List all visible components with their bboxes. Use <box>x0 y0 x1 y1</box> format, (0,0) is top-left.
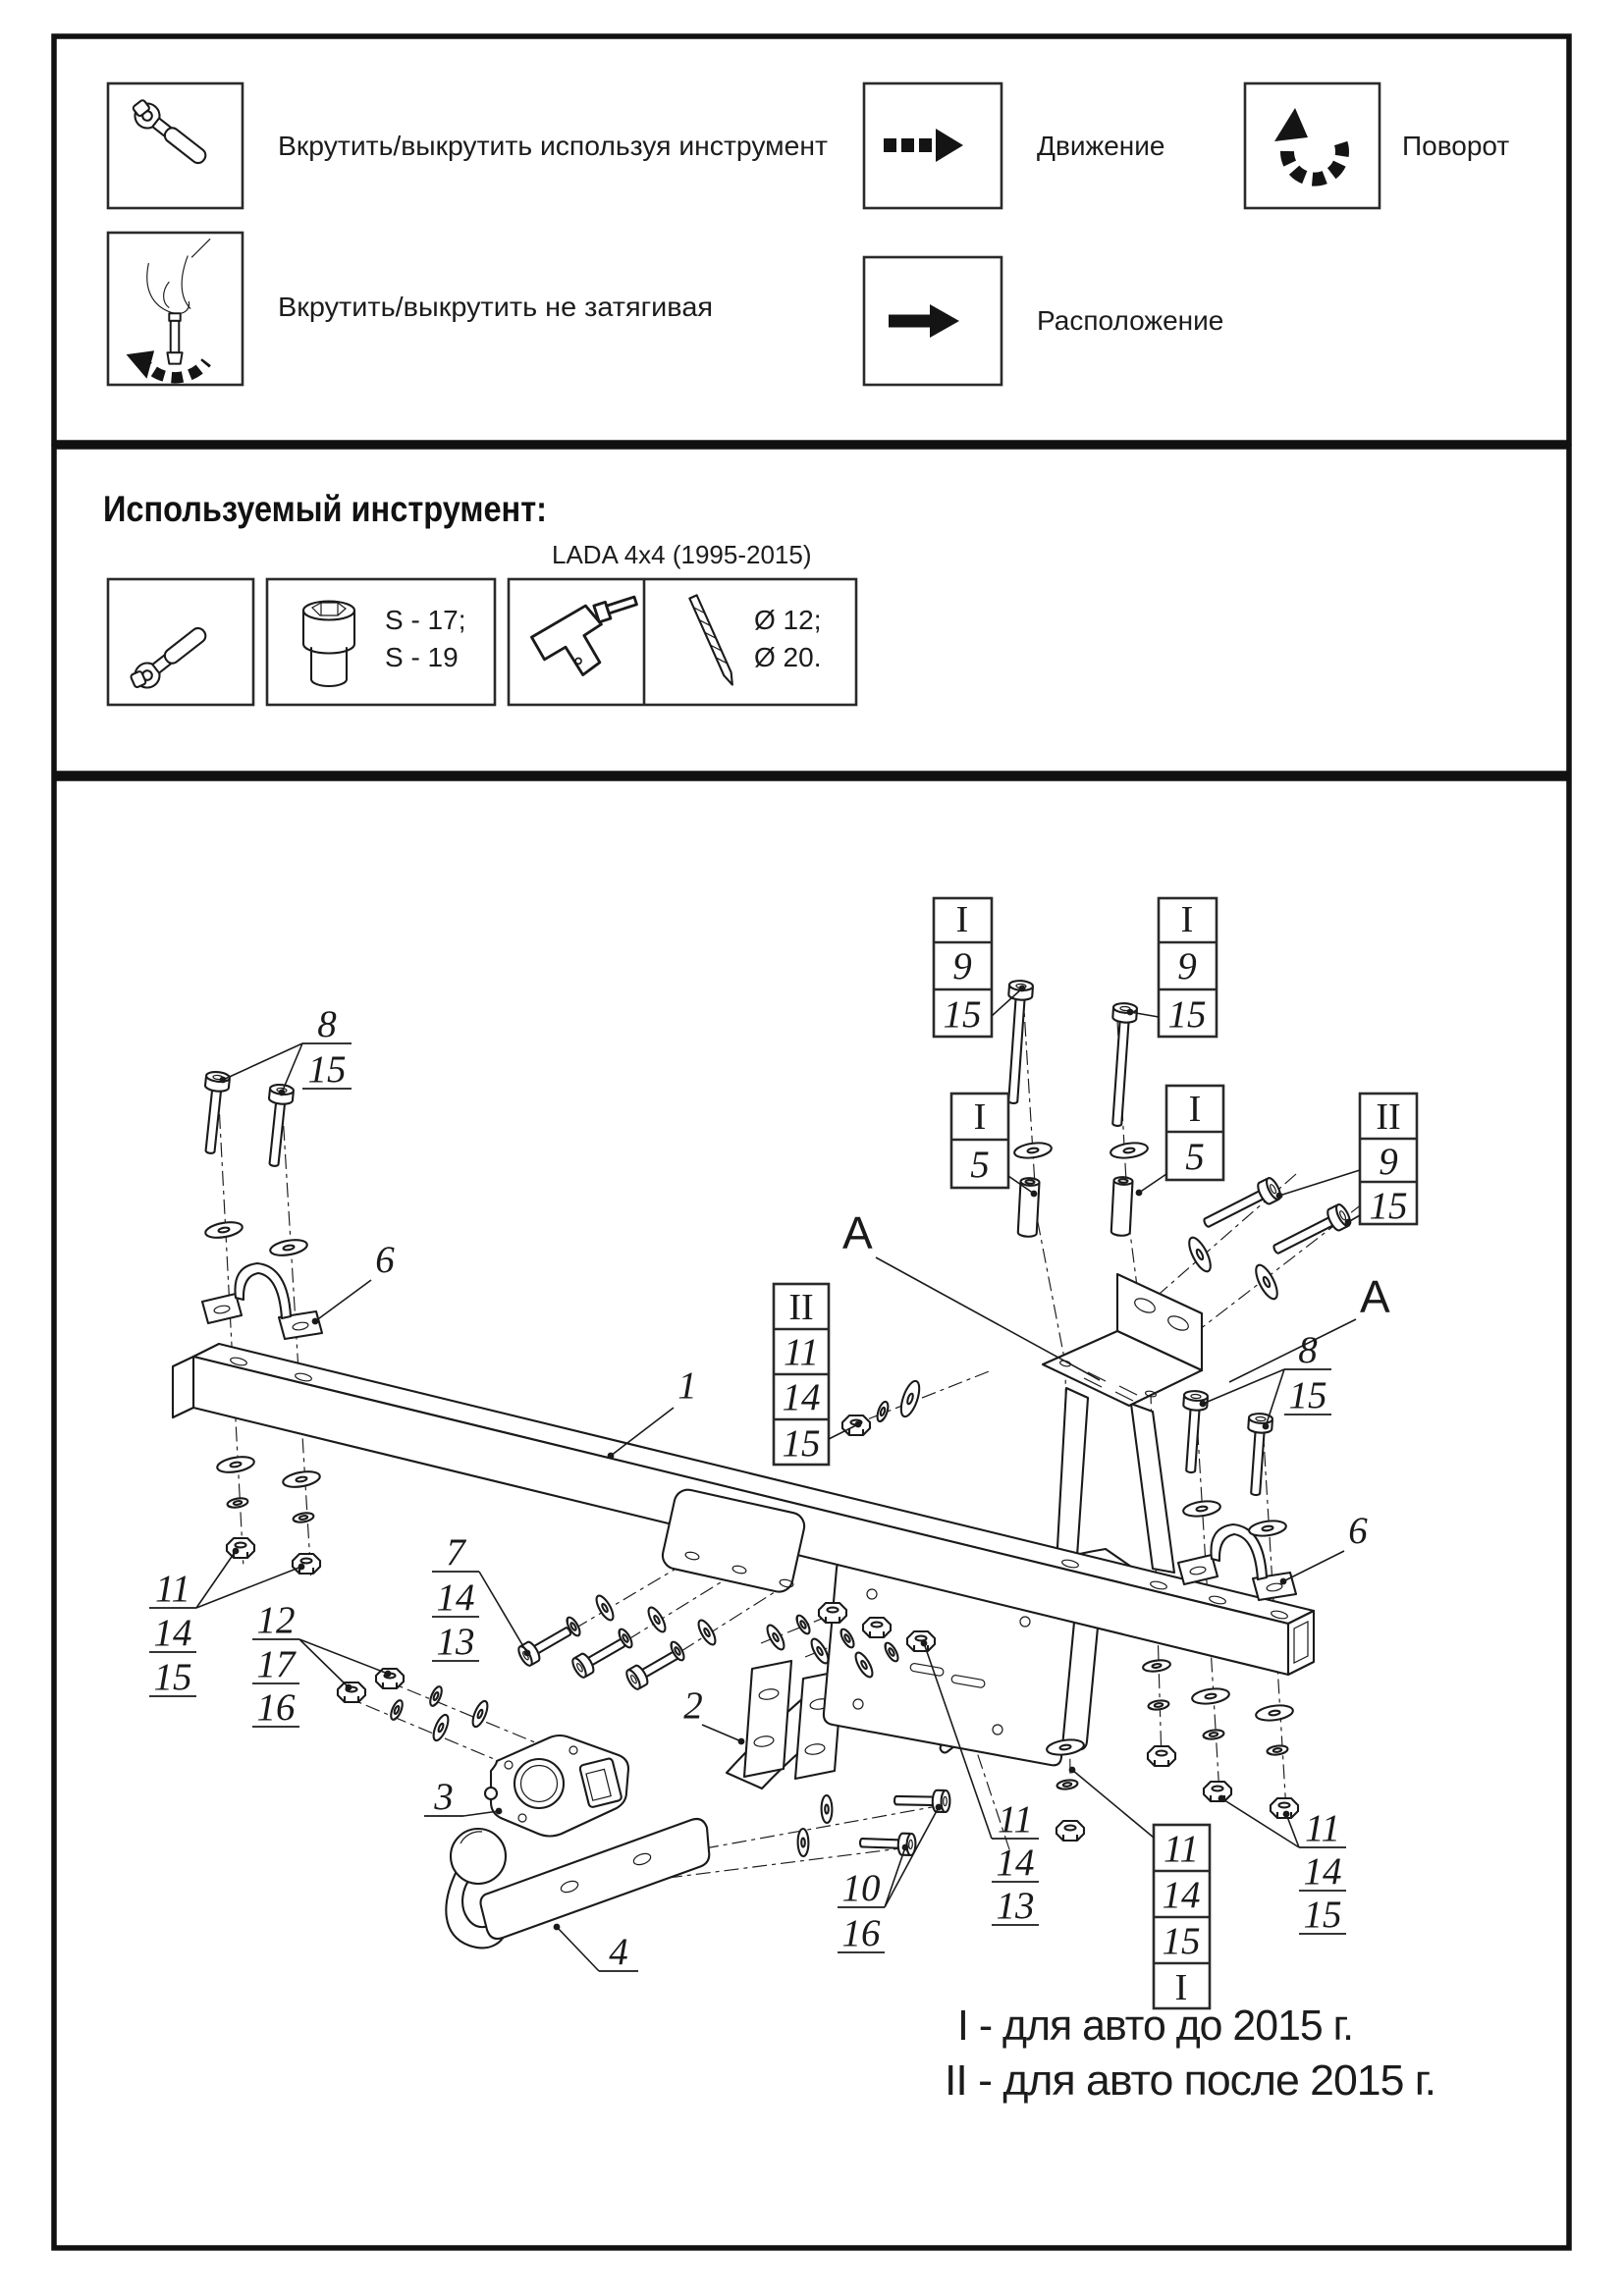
svg-text:14: 14 <box>996 1842 1035 1884</box>
nut <box>1148 1746 1175 1766</box>
svg-text:14: 14 <box>1162 1874 1201 1916</box>
washer <box>1255 1703 1294 1723</box>
washer <box>282 1469 321 1490</box>
svg-text:А: А <box>842 1207 873 1258</box>
washer <box>1110 1141 1149 1160</box>
svg-text:13: 13 <box>996 1885 1035 1927</box>
bolt <box>262 1084 295 1167</box>
callout-bolt-set-center <box>432 1531 530 1663</box>
svg-text:11: 11 <box>154 1568 191 1610</box>
spring-washer <box>794 1614 812 1636</box>
spacer-sleeve <box>1018 1178 1040 1238</box>
exploded-diagram <box>149 898 1435 2105</box>
part-clamp-left <box>202 1263 322 1339</box>
legend-label-screw-tool: Вкрутить/выкрутить используя инструмент <box>278 131 829 161</box>
callout-bolt-set-ballmount <box>838 1804 942 1954</box>
svg-text:5: 5 <box>970 1144 990 1186</box>
svg-text:13: 13 <box>436 1621 475 1663</box>
bolt <box>860 1832 916 1855</box>
nut <box>907 1631 935 1651</box>
boxed-callout-variant-I-spacer-right <box>1136 1086 1223 1196</box>
svg-text:1: 1 <box>677 1364 697 1407</box>
tools-heading: Используемый инструмент: <box>103 489 547 529</box>
svg-text:11: 11 <box>1163 1828 1200 1870</box>
boxed-callout-variant-I-nut-set <box>1069 1767 1210 2008</box>
spring-washer <box>227 1497 248 1509</box>
svg-text:15: 15 <box>153 1656 192 1698</box>
spring-washer <box>875 1401 890 1423</box>
drill-size-2: Ø 20. <box>754 642 822 672</box>
callout-clamp-left <box>312 1239 396 1324</box>
svg-text:I: I <box>1180 899 1194 940</box>
callout-side-bracket <box>683 1684 744 1744</box>
svg-text:12: 12 <box>256 1599 296 1641</box>
washer <box>821 1795 832 1823</box>
washer <box>1252 1262 1281 1302</box>
washer <box>897 1379 923 1419</box>
washer <box>1142 1659 1170 1674</box>
svg-text:I: I <box>973 1096 987 1138</box>
svg-text:14: 14 <box>782 1376 821 1418</box>
svg-text:9: 9 <box>1177 945 1197 988</box>
bolt <box>570 1632 629 1679</box>
legend <box>108 83 1509 385</box>
spring-washer <box>1203 1729 1224 1740</box>
svg-text:6: 6 <box>1348 1510 1368 1552</box>
tools-section <box>103 489 856 705</box>
svg-text:15: 15 <box>1288 1374 1327 1416</box>
bolt <box>1106 1002 1138 1126</box>
svg-text:17: 17 <box>256 1643 296 1685</box>
washer <box>1191 1686 1230 1706</box>
svg-text:II: II <box>1376 1096 1401 1138</box>
svg-text:4: 4 <box>609 1931 628 1973</box>
note-variant-I: I - для авто до 2015 г. <box>957 2002 1353 2050</box>
svg-text:I: I <box>1174 1967 1188 2008</box>
drill-size-1: Ø 12; <box>754 605 822 635</box>
nut <box>338 1682 365 1702</box>
legend-label-move: Движение <box>1037 131 1165 161</box>
bolt <box>516 1621 575 1667</box>
svg-text:I: I <box>1188 1089 1202 1130</box>
boxed-callout-variant-II-nut-set <box>774 1284 861 1465</box>
svg-text:11: 11 <box>783 1331 820 1373</box>
svg-text:15: 15 <box>1303 1894 1342 1936</box>
bolt <box>1270 1202 1353 1260</box>
callout-ball-mount <box>554 1924 638 1973</box>
nut <box>227 1538 254 1558</box>
svg-text:16: 16 <box>841 1912 881 1954</box>
svg-text:7: 7 <box>446 1531 465 1574</box>
socket-size-2: S - 19 <box>385 642 459 672</box>
note-variant-II: II - для авто после 2015 г. <box>945 2056 1435 2105</box>
spacer-sleeve <box>1111 1177 1133 1237</box>
svg-text:9: 9 <box>952 945 972 988</box>
bolt <box>1200 1176 1283 1234</box>
nut <box>819 1603 846 1623</box>
washer <box>204 1220 244 1241</box>
svg-text:16: 16 <box>256 1686 296 1729</box>
svg-text:15: 15 <box>307 1048 347 1091</box>
legend-label-hand-screw: Вкрутить/выкрутить не затягивая <box>278 292 713 322</box>
part-lock-plate <box>485 1735 628 1837</box>
washer <box>764 1623 786 1652</box>
part-ball-mount <box>446 1819 709 1948</box>
washer <box>695 1618 718 1647</box>
svg-text:II: II <box>788 1287 814 1328</box>
spring-washer <box>1267 1744 1288 1756</box>
boxed-callout-variant-I-bolt-left <box>934 898 1025 1037</box>
washer <box>470 1699 491 1729</box>
washer <box>216 1455 255 1475</box>
washer <box>1013 1141 1053 1160</box>
svg-text:3: 3 <box>434 1776 454 1818</box>
part-bracket-legs <box>1056 1388 1174 1573</box>
svg-text:А: А <box>1360 1271 1390 1322</box>
svg-text:11: 11 <box>1304 1807 1341 1849</box>
washer <box>645 1605 668 1634</box>
nut <box>863 1618 891 1637</box>
washer <box>431 1713 452 1742</box>
socket-size-1: S - 17; <box>385 605 466 635</box>
svg-text:15: 15 <box>1162 1920 1201 1962</box>
svg-text:11: 11 <box>997 1798 1034 1841</box>
svg-text:8: 8 <box>1298 1329 1318 1371</box>
svg-text:15: 15 <box>1167 993 1207 1036</box>
tool-box-socket <box>267 579 495 705</box>
spring-washer <box>389 1699 405 1722</box>
svg-text:15: 15 <box>943 993 982 1036</box>
svg-text:15: 15 <box>1369 1185 1408 1227</box>
svg-text:8: 8 <box>317 1003 337 1045</box>
svg-text:14: 14 <box>436 1576 475 1619</box>
callout-bolt-washer-left <box>220 1003 352 1095</box>
part-angle-bracket <box>1043 1274 1202 1406</box>
washer <box>808 1636 831 1666</box>
svg-text:9: 9 <box>1379 1141 1398 1183</box>
nut <box>1204 1782 1231 1801</box>
svg-text:6: 6 <box>375 1239 395 1281</box>
bolt <box>198 1071 231 1154</box>
callout-nut-set-lock <box>252 1599 391 1729</box>
svg-text:15: 15 <box>782 1422 821 1465</box>
legend-label-rotate: Поворот <box>1402 131 1510 161</box>
svg-text:5: 5 <box>1185 1136 1205 1178</box>
boxed-callout-variant-I-bolt-right <box>1127 898 1217 1037</box>
svg-text:14: 14 <box>1303 1850 1342 1893</box>
nut <box>293 1554 320 1574</box>
spring-washer <box>293 1512 314 1523</box>
nut <box>1056 1821 1084 1841</box>
spring-washer <box>1148 1699 1169 1711</box>
washer <box>1248 1519 1287 1538</box>
vehicle-model: LADA 4x4 (1995-2015) <box>552 540 812 569</box>
washer <box>593 1593 616 1623</box>
washer <box>269 1238 308 1258</box>
legend-icon-box <box>1245 83 1380 208</box>
section-label-A-left <box>842 1207 1100 1380</box>
svg-text:14: 14 <box>153 1612 192 1654</box>
callout-clamp-right <box>1280 1510 1369 1584</box>
svg-text:10: 10 <box>841 1867 881 1909</box>
washer <box>797 1829 808 1856</box>
washer <box>1185 1235 1215 1274</box>
spring-washer <box>1056 1779 1078 1790</box>
legend-label-location: Расположение <box>1037 305 1224 336</box>
svg-text:2: 2 <box>683 1684 703 1727</box>
washer <box>1182 1499 1221 1519</box>
svg-text:I: I <box>955 899 969 940</box>
boxed-callout-variant-II-bolt <box>1276 1094 1417 1227</box>
